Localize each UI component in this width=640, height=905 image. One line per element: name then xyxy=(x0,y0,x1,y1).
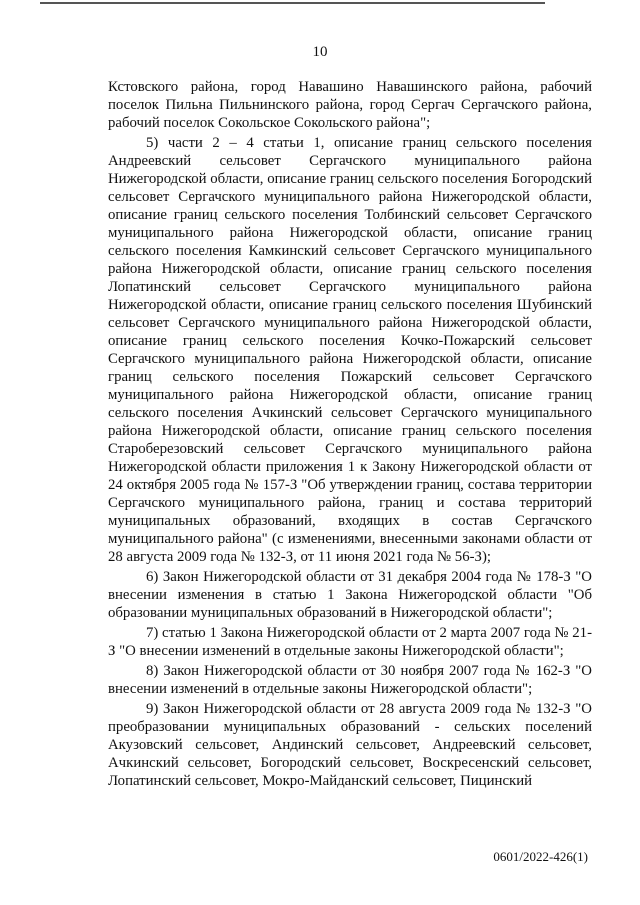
paragraph-item-5: 5) части 2 – 4 статьи 1, описание границ сельского поселения Андреевский сельсовет Сергачского муниципального района Нижегородской области, описание границ сельского поселения Богородский сельсовет Сергачского муниципального района Нижегородской области, описание границ сельского поселения Толбинский сельсовет Сергачского муниципального района Нижегородской области, описание границ сельского поселения Камкинский сельсовет Сергачского муниципального района Нижегородской области, описание границ сельского поселения Лопатинский сельсовет Сергачского муниципального района Нижегородской области, описание границ сельского поселения Шубинский сельсовет Сергачского муниципального района Нижегородской области, описание границ сельского поселения Кочко-Пожарский сельсовет Сергачского муниципального района Нижегородской области, описание границ сельского поселения Пожарский сельсовет Сергачского муниципального района Нижегородской области, описание границ сельского поселения Ачкинский сельсовет Сергачского муниципального района Нижегородской области, описание границ сельского поселения Староберезовский сельсовет Сергачского муниципального района Нижегородской области приложения 1 к Закону Нижегородской области от 24 октября 2005 года № 157-З "Об утверждении границ, состава территории Сергачского муниципального района, границ и состава территорий муниципальных образований, входящих в состав Сергачского муниципального района" (с изменениями, внесенными законами области от 28 августа 2009 года № 132-З, от 11 июня 2021 года № 56-З); xyxy=(108,135,592,565)
scan-top-edge xyxy=(40,2,545,4)
paragraph-item-7: 7) статью 1 Закона Нижегородской области от 2 марта 2007 года № 21-З "О внесении изменений в отдельные законы Нижегородской области"; xyxy=(108,625,592,659)
paragraph-item-9: 9) Закон Нижегородской области от 28 августа 2009 года № 132-З "О преобразовании муниципальных образований - сельских поселений Акузовский сельсовет, Андинский сельсовет, Андреевский сельсовет, Ачкинский сельсовет, Богородский сельсовет, Воскресенский сельсовет, Лопатинский сельсовет, Мокро-Майданский сельсовет, Пицинский xyxy=(108,701,592,789)
paragraph-continuation: Кстовского района, город Навашино Навашинского района, рабочий поселок Пильна Пильнинского района, город Сергач Сергачского района, рабочий поселок Сокольское Сокольского района"; xyxy=(108,79,592,131)
paragraph-item-6: 6) Закон Нижегородской области от 31 декабря 2004 года № 178-З "О внесении изменения в статью 1 Закона Нижегородской области "Об образовании муниципальных образований в Нижегородской области"; xyxy=(108,569,592,621)
document-body xyxy=(108,78,592,790)
page-number: 10 xyxy=(312,44,328,60)
paragraph-item-8: 8) Закон Нижегородской области от 30 ноября 2007 года № 162-З "О внесении изменений в отдельные законы Нижегородской области"; xyxy=(108,663,592,697)
document-code: 0601/2022-426(1) xyxy=(493,849,588,864)
